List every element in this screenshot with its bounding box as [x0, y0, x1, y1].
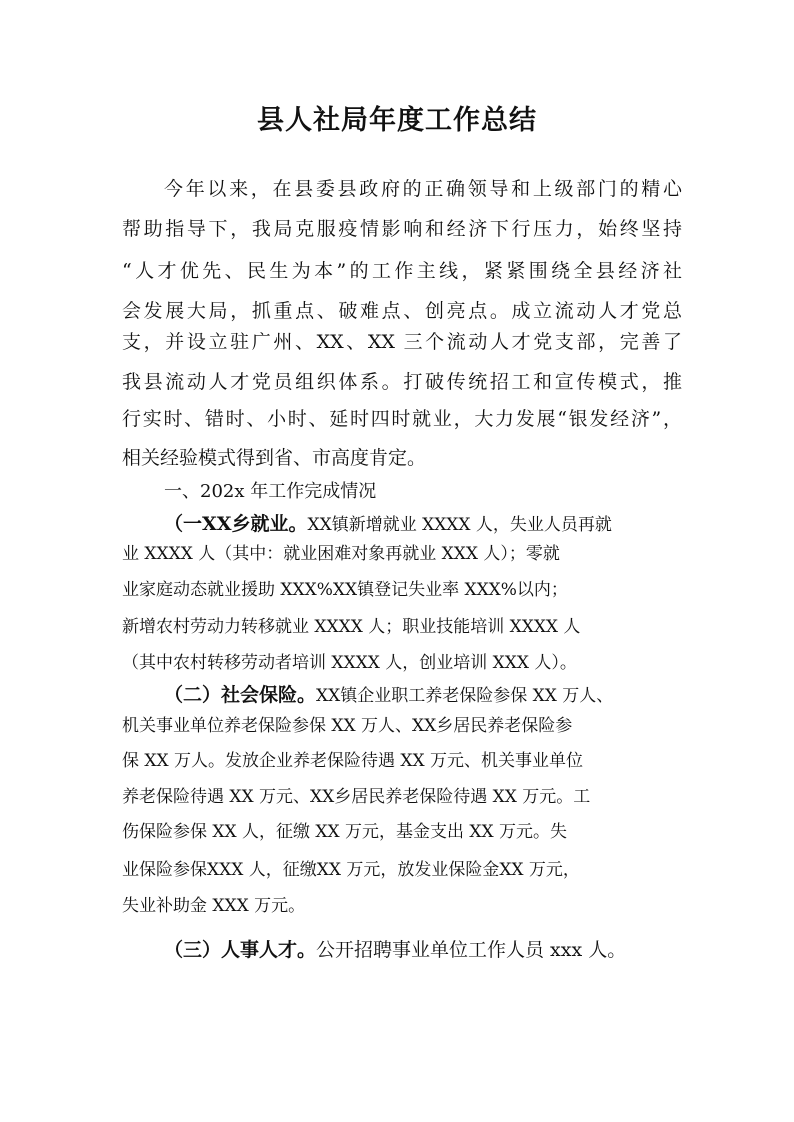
insurance-line: 失业补助金 XXX 万元。 — [122, 896, 306, 916]
intro-line: 今年以来，在县委县政府的正确领导和上级部门的精心 — [164, 178, 682, 200]
insurance-heading: （二）社会保险。 — [164, 684, 317, 706]
employment-line: （其中农村转移劳动者培训 XXXX 人，创业培训 XXX 人）。 — [122, 653, 577, 673]
intro-line: 会发展大局，抓重点、破难点、创亮点。成立流动人才党总 — [122, 300, 682, 322]
personnel-paragraph — [164, 941, 682, 960]
intro-line: “人才优先、民生为本”的工作主线，紧紧围绕全县经济社 — [122, 260, 682, 282]
insurance-line: 养老保险待遇 XX 万元、XX乡居民养老保险待遇 XX 万元。工 — [122, 787, 591, 807]
employment-heading: （一XX乡就业。 — [164, 513, 308, 535]
insurance-line: XX镇企业职工养老保险参保 XX 万人、 — [316, 686, 614, 706]
intro-line: 我县流动人才党员组织体系。打破传统招工和宣传模式，推 — [122, 371, 682, 393]
intro-line: 支，并设立驻广州、XX、XX 三个流动人才党支部，完善了 — [122, 331, 682, 353]
intro-line: 行实时、错时、小时、延时四时就业，大力发展“银发经济”， — [122, 408, 682, 430]
insurance-line: 伤保险参保 XX 人，征缴 XX 万元，基金支出 XX 万元。失 — [122, 822, 568, 842]
insurance-line: 业保险参保XXX 人，征缴XX 万元，放发业保险金XX 万元， — [122, 860, 580, 880]
insurance-line: 保 XX 万人。发放企业养老保险待遇 XX 万元、机关事业单位 — [122, 751, 584, 771]
employment-paragraph-first-line — [164, 515, 682, 534]
personnel-text: 公开招聘事业单位工作人员 xxx 人。 — [316, 939, 627, 961]
employment-line: XX镇新增就业 XXXX 人，失业人员再就 — [307, 515, 612, 535]
employment-line: 业家庭动态就业援助 XXX%XX镇登记失业率 XXX%以内； — [122, 580, 568, 600]
page-title: 县人社局年度工作总结 — [257, 105, 537, 136]
employment-line: 新增农村劳动力转移就业 XXXX 人；职业技能培训 XXXX 人 — [122, 617, 581, 637]
insurance-line: 机关事业单位养老保险参保 XX 万人、XX乡居民养老保险参 — [122, 716, 573, 736]
intro-line: 相关经验模式得到省、市高度肯定。 — [122, 447, 427, 469]
section-heading: 一、202x 年工作完成情况 — [164, 481, 377, 502]
employment-line: 业 XXXX 人（其中：就业困难对象再就业 XXX 人）；零就 — [122, 544, 560, 564]
intro-line: 帮助指导下，我局克服疫情影响和经济下行压力，始终坚持 — [122, 218, 682, 240]
insurance-paragraph-first-line — [164, 686, 682, 705]
personnel-heading: （三）人事人才。 — [164, 939, 317, 961]
